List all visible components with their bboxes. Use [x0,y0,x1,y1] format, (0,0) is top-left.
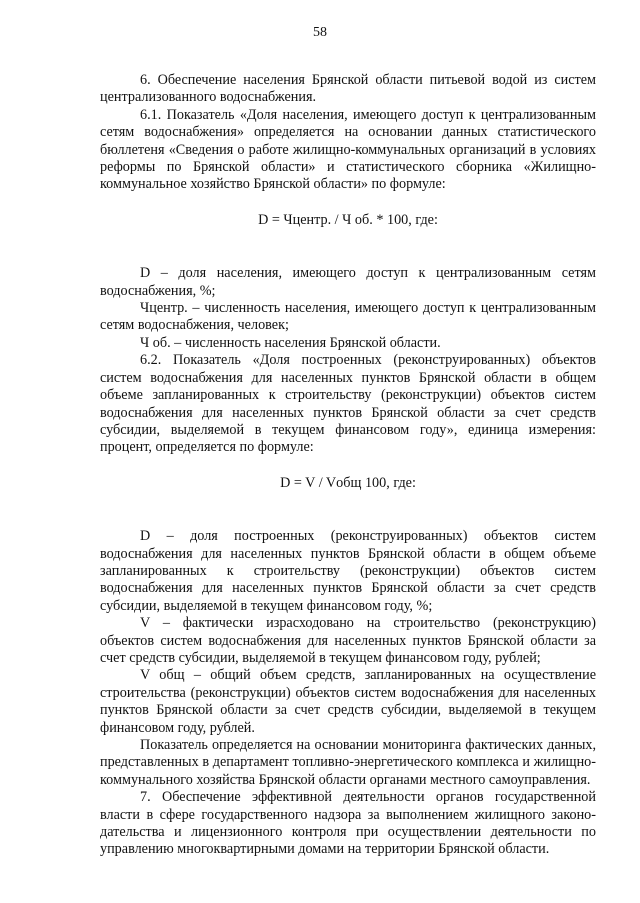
section-7-heading: 7. Обеспечение эффективной деятельности органов государственной власти в сфере государственного надзора за выполнением жилищного законодательства и лицензионного контроля при осуществлении деятельности по управлению многоквартирными домами на территории Брянской области. [100,789,596,858]
indicator-6-2-description: 6.2. Показатель «Доля построенных (реконструированных) объектов систем водоснабжения для населенных пунктов Брянской области в общем объеме запланированных к строительству (реконструкции) объектов систем водоснабжения для населенных пунктов Брянской области за счет средств субсидии, выделяемой в текущем финансовом году», единица измерения: процент, определяется по формуле: [100,352,596,456]
definition-ch-ob: Ч об. – численность населения Брянской области. [140,334,441,351]
page-number: 58 [313,25,327,40]
section-6-heading: 6. Обеспечение населения Брянской области питьевой водой из систем централизованного водоснабжения. [100,72,596,106]
indicator-6-1-description: 6.1. Показатель «Доля населения, имеющего доступ к централизованным сетям водоснабжения» определяется на основании данных статистического бюллетеня «Сведения о работе жилищно-коммунальных организаций в условиях реформы по Брянской области» и статистического сборника «Жилищно-коммунальное хозяйство Брянской области» по формуле: [100,106,596,193]
formula-6-1: D = Чцентр. / Ч об. * 100, где: [258,211,438,228]
definition-ch-centr: Чцентр. – численность населения, имеющего доступ к централизованным сетям водоснабжения, человек; [100,300,596,334]
definition-d-6-1: D – доля населения, имеющего доступ к централизованным сетям водоснабжения, %; [100,265,596,299]
definition-v: V – фактически израсходовано на строительство (реконструкцию) объектов систем водоснабжения для населенных пунктов Брянской области за счет средств субсидии, выделяемой в текущем финансовом году, рублей; [100,615,596,666]
definition-v-obsch: V общ – общий объем средств, запланированных на осуществление строительства (реконструкции) объектов систем водоснабжения для населенных пунктов Брянской области за счет средств субсидии, выделяемой в текущем финансовом году, рублей. [100,667,596,736]
document-body [100,72,596,859]
formula-6-2: D = V / Vобщ 100, где: [280,474,416,491]
monitoring-note: Показатель определяется на основании мониторинга фактических данных, представленных в департамент топливно-энергетического комплекса и жилищно-коммунального хозяйства Брянской области органами местного самоуправления. [100,737,596,788]
definition-d-6-2: D – доля построенных (реконструированных) объектов систем водоснабжения для населенных пунктов Брянской области в общем объеме запланированных к строительству (реконструкции) объектов систем водоснабжения для населенных пунктов Брянской области за счет средств субсидии, выделяемой в текущем финансовом году, %; [100,528,596,614]
